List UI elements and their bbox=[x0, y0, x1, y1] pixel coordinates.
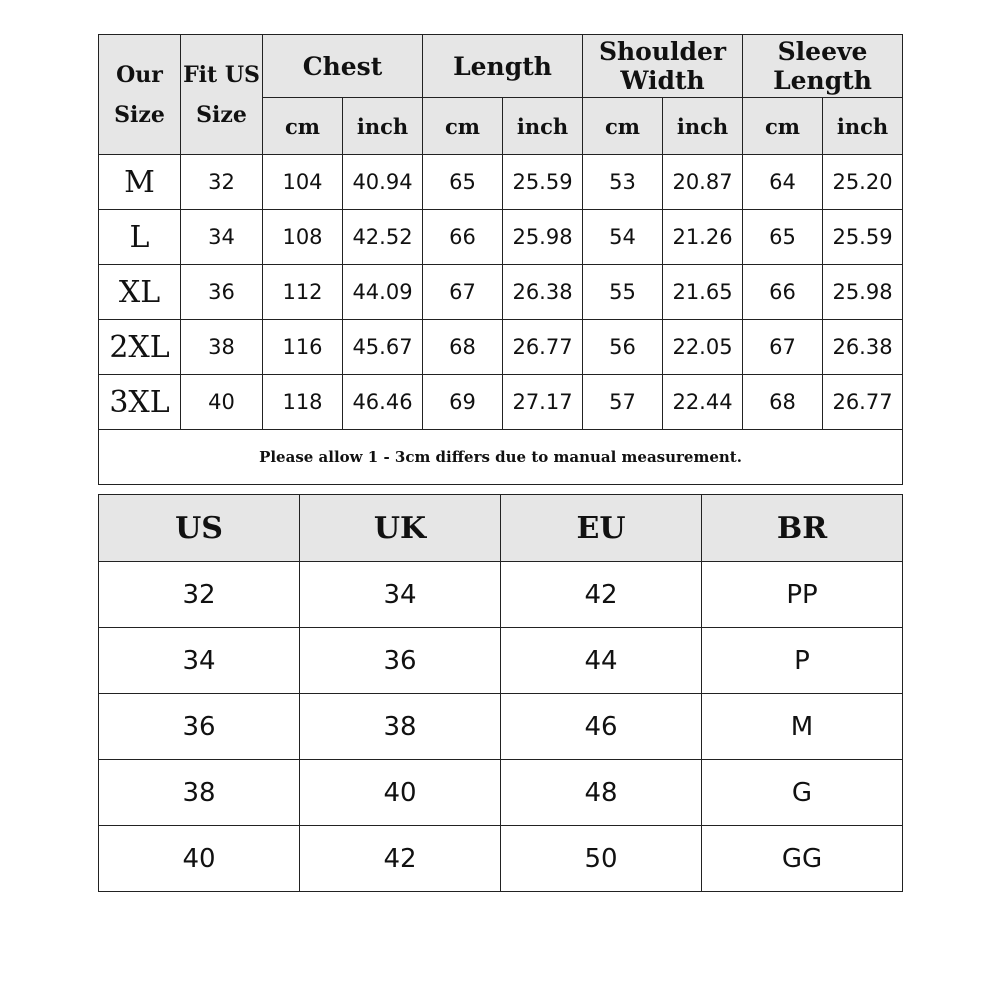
uk-cell: 36 bbox=[300, 628, 501, 694]
table-row bbox=[99, 155, 903, 210]
length-cm-cell: 67 bbox=[423, 265, 503, 320]
subheader-length-inch: inch bbox=[503, 98, 583, 155]
fit-us-cell: 36 bbox=[181, 265, 263, 320]
us-cell: 40 bbox=[99, 826, 300, 892]
subheader-chest-cm: cm bbox=[263, 98, 343, 155]
header-sleeve-length: Sleeve Length bbox=[743, 35, 903, 98]
header-our-size: Our Size bbox=[99, 35, 181, 155]
shoulder-inch-cell: 21.26 bbox=[663, 210, 743, 265]
chest-cm-cell: 118 bbox=[263, 375, 343, 430]
br-cell: PP bbox=[702, 562, 903, 628]
header-length: Length bbox=[423, 35, 583, 98]
eu-cell: 46 bbox=[501, 694, 702, 760]
chest-inch-cell: 40.94 bbox=[343, 155, 423, 210]
shoulder-cm-cell: 53 bbox=[583, 155, 663, 210]
length-cm-cell: 66 bbox=[423, 210, 503, 265]
table-row bbox=[99, 760, 903, 826]
br-cell: G bbox=[702, 760, 903, 826]
sleeve-cm-cell: 67 bbox=[743, 320, 823, 375]
table-row bbox=[99, 694, 903, 760]
header-shoulder-width: Shoulder Width bbox=[583, 35, 743, 98]
header-br: BR bbox=[702, 495, 903, 562]
sleeve-inch-cell: 25.20 bbox=[823, 155, 903, 210]
size-chart-table bbox=[98, 34, 903, 485]
chest-inch-cell: 45.67 bbox=[343, 320, 423, 375]
chest-cm-cell: 104 bbox=[263, 155, 343, 210]
sleeve-cm-cell: 65 bbox=[743, 210, 823, 265]
subheader-shoulder-inch: inch bbox=[663, 98, 743, 155]
header-chest: Chest bbox=[263, 35, 423, 98]
length-cm-cell: 69 bbox=[423, 375, 503, 430]
br-cell: M bbox=[702, 694, 903, 760]
uk-cell: 38 bbox=[300, 694, 501, 760]
subheader-sleeve-inch: inch bbox=[823, 98, 903, 155]
size-cell: XL bbox=[99, 265, 181, 320]
chest-inch-cell: 46.46 bbox=[343, 375, 423, 430]
length-inch-cell: 25.98 bbox=[503, 210, 583, 265]
size-cell: 3XL bbox=[99, 375, 181, 430]
fit-us-cell: 38 bbox=[181, 320, 263, 375]
table-row bbox=[99, 562, 903, 628]
table-row bbox=[99, 628, 903, 694]
header-eu: EU bbox=[501, 495, 702, 562]
length-inch-cell: 26.77 bbox=[503, 320, 583, 375]
us-cell: 38 bbox=[99, 760, 300, 826]
shoulder-inch-cell: 21.65 bbox=[663, 265, 743, 320]
length-cm-cell: 68 bbox=[423, 320, 503, 375]
br-cell: GG bbox=[702, 826, 903, 892]
length-inch-cell: 25.59 bbox=[503, 155, 583, 210]
chest-inch-cell: 42.52 bbox=[343, 210, 423, 265]
eu-cell: 44 bbox=[501, 628, 702, 694]
size-cell: L bbox=[99, 210, 181, 265]
shoulder-inch-cell: 22.05 bbox=[663, 320, 743, 375]
table-row bbox=[99, 826, 903, 892]
eu-cell: 48 bbox=[501, 760, 702, 826]
subheader-length-cm: cm bbox=[423, 98, 503, 155]
shoulder-cm-cell: 55 bbox=[583, 265, 663, 320]
uk-cell: 42 bbox=[300, 826, 501, 892]
shoulder-cm-cell: 54 bbox=[583, 210, 663, 265]
shoulder-inch-cell: 22.44 bbox=[663, 375, 743, 430]
sleeve-cm-cell: 64 bbox=[743, 155, 823, 210]
header-uk: UK bbox=[300, 495, 501, 562]
sleeve-inch-cell: 26.77 bbox=[823, 375, 903, 430]
chest-cm-cell: 108 bbox=[263, 210, 343, 265]
length-inch-cell: 27.17 bbox=[503, 375, 583, 430]
fit-us-cell: 32 bbox=[181, 155, 263, 210]
shoulder-cm-cell: 56 bbox=[583, 320, 663, 375]
uk-cell: 34 bbox=[300, 562, 501, 628]
br-cell: P bbox=[702, 628, 903, 694]
us-cell: 36 bbox=[99, 694, 300, 760]
size-cell: M bbox=[99, 155, 181, 210]
chest-cm-cell: 112 bbox=[263, 265, 343, 320]
shoulder-inch-cell: 20.87 bbox=[663, 155, 743, 210]
uk-cell: 40 bbox=[300, 760, 501, 826]
sleeve-inch-cell: 26.38 bbox=[823, 320, 903, 375]
sleeve-inch-cell: 25.98 bbox=[823, 265, 903, 320]
subheader-sleeve-cm: cm bbox=[743, 98, 823, 155]
size-cell: 2XL bbox=[99, 320, 181, 375]
sleeve-cm-cell: 68 bbox=[743, 375, 823, 430]
length-inch-cell: 26.38 bbox=[503, 265, 583, 320]
table-row bbox=[99, 265, 903, 320]
length-cm-cell: 65 bbox=[423, 155, 503, 210]
chest-inch-cell: 44.09 bbox=[343, 265, 423, 320]
subheader-chest-inch: inch bbox=[343, 98, 423, 155]
eu-cell: 42 bbox=[501, 562, 702, 628]
size-conversion-table bbox=[98, 494, 903, 892]
table-row bbox=[99, 210, 903, 265]
measurement-note: Please allow 1 - 3cm differs due to manual measurement. bbox=[99, 430, 903, 485]
eu-cell: 50 bbox=[501, 826, 702, 892]
sleeve-cm-cell: 66 bbox=[743, 265, 823, 320]
table-row bbox=[99, 320, 903, 375]
us-cell: 34 bbox=[99, 628, 300, 694]
shoulder-cm-cell: 57 bbox=[583, 375, 663, 430]
header-fit-us-size: Fit US Size bbox=[181, 35, 263, 155]
chest-cm-cell: 116 bbox=[263, 320, 343, 375]
sleeve-inch-cell: 25.59 bbox=[823, 210, 903, 265]
fit-us-cell: 40 bbox=[181, 375, 263, 430]
subheader-shoulder-cm: cm bbox=[583, 98, 663, 155]
header-us: US bbox=[99, 495, 300, 562]
us-cell: 32 bbox=[99, 562, 300, 628]
table-row bbox=[99, 375, 903, 430]
fit-us-cell: 34 bbox=[181, 210, 263, 265]
